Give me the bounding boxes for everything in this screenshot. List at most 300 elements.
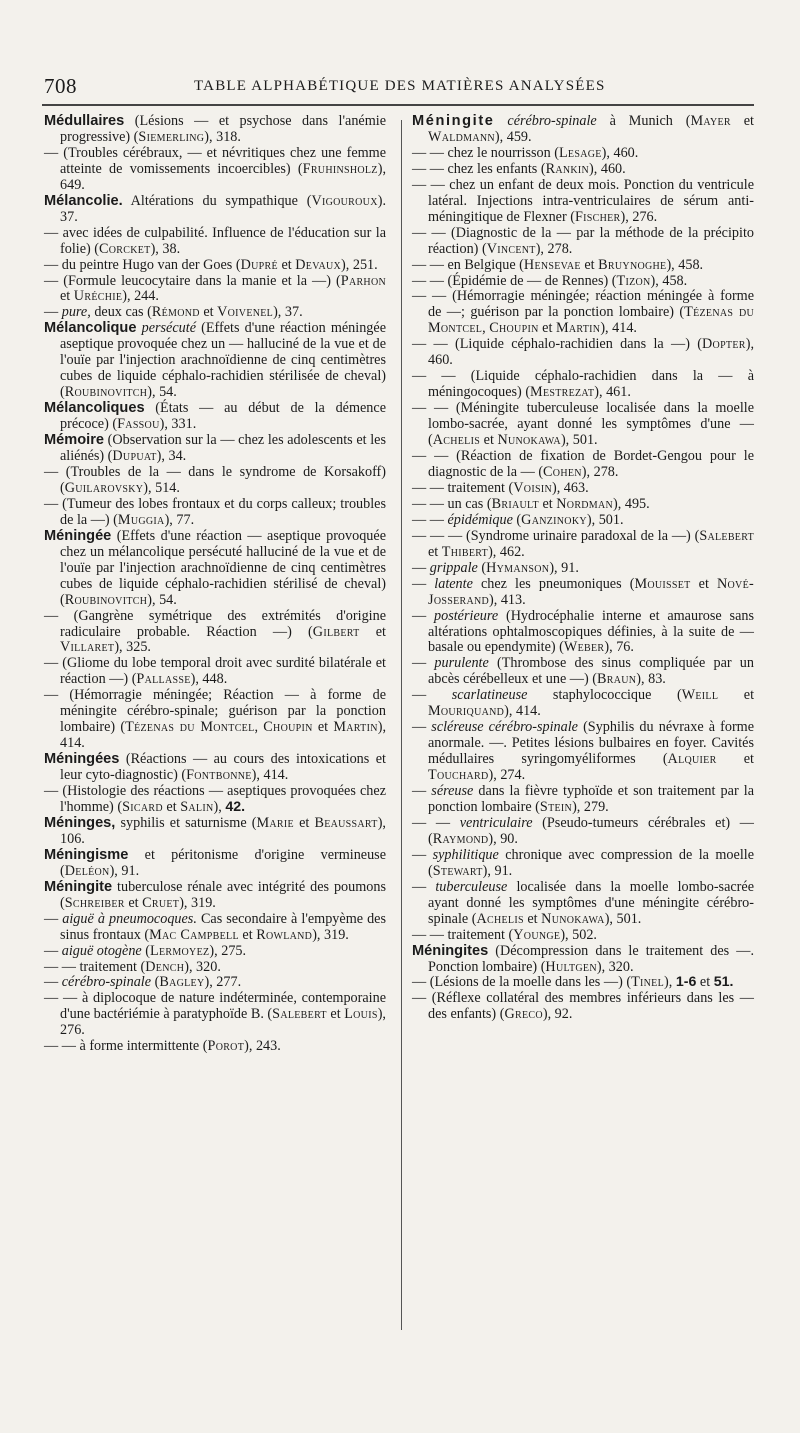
entry-text: — — (Hémorragie méningée; réaction méningée à forme de —; guérison par la ponction lombaire) (: [412, 288, 754, 321]
entry-author: Ganzinoky: [521, 511, 587, 528]
index-entry: [44, 465, 386, 497]
entry-text: et: [326, 1006, 345, 1023]
index-entry: [44, 688, 386, 752]
entry-author: Raymond: [432, 830, 489, 847]
entry-author: Tinel: [631, 974, 664, 991]
entry-author: Sicard: [122, 798, 163, 815]
index-entry: [412, 289, 754, 337]
entry-author: Thibert: [441, 543, 489, 560]
entry-text: (: [477, 559, 487, 576]
entry-headword: Méningées: [44, 751, 120, 768]
entry-author: Marie: [256, 814, 294, 831]
entry-author: Rankin: [545, 160, 590, 177]
index-entry: [412, 609, 754, 657]
entry-author: Louis: [344, 1006, 378, 1023]
entry-author: Weill: [681, 687, 719, 704]
entry-author: Lesage: [558, 144, 602, 161]
entry-text: ventriculaire: [459, 814, 533, 831]
entry-text: dans la fièvre typhoïde et son traitement par la ponction lombaire (: [428, 783, 755, 815]
entry-author: Deléon: [64, 862, 110, 879]
entry-text: ), 243.: [244, 1038, 281, 1055]
entry-text: et: [696, 974, 714, 991]
entry-text: ), 276.: [60, 1006, 386, 1039]
entry-text: ), 90.: [488, 830, 518, 847]
entry-headword: Mélancoliques: [44, 400, 145, 417]
entry-text: et: [124, 894, 143, 911]
entry-author: Martin: [555, 320, 601, 337]
entry-author: Bagley: [159, 974, 205, 991]
entry-text: ), 91.: [482, 862, 513, 879]
entry-author: Nové-Josserand: [428, 575, 755, 608]
entry-author: Choupin: [489, 320, 539, 337]
page-number: 708: [44, 74, 77, 98]
entry-text: ), 76.: [604, 639, 634, 656]
entry-text: ), 244.: [122, 288, 159, 305]
entry-author: Muggia: [117, 511, 165, 528]
entry-author: Rémond: [151, 304, 200, 321]
index-entry: [412, 848, 754, 880]
index-entry: [412, 226, 754, 258]
entry-author: Mestrezat: [530, 384, 595, 401]
entry-text: ), 462.: [488, 543, 525, 560]
entry-author: Dopter: [702, 336, 746, 353]
entry-text: —: [44, 304, 62, 321]
entry-text: — (Tumeur des lobes frontaux et du corps calleux; troubles de la —) (: [44, 495, 386, 528]
entry-headword: Médullaires: [44, 113, 125, 129]
index-entry: [44, 944, 386, 960]
index-entry: [412, 816, 754, 848]
entry-headword: Mélancolique: [44, 320, 137, 337]
entry-text: tuberculose rénale avec intégrité des poumons (: [60, 878, 386, 911]
entry-author: Rowland: [256, 926, 313, 943]
entry-text: ), 461.: [594, 384, 631, 401]
index-entry: [44, 752, 386, 784]
entry-author: Guilarovsky: [64, 479, 144, 496]
entry-text: — — chez les enfants (: [412, 160, 546, 177]
entry-text: —: [412, 719, 432, 736]
entry-author: Roubinovitch: [64, 591, 148, 608]
entry-author: Salin: [180, 798, 214, 815]
entry-author: Cruet: [142, 894, 180, 911]
entry-author: Mouriquand: [428, 703, 505, 720]
index-entry: [44, 529, 386, 609]
entry-text: ), 414.: [504, 703, 541, 720]
entry-text: ), 279.: [572, 798, 609, 815]
index-entry: [44, 321, 386, 401]
entry-text: — (Troubles de la — dans le syndrome de Korsakoff) (: [44, 463, 386, 496]
entry-text: aiguë à pneumocoques.: [62, 910, 197, 927]
entry-text: ), 278.: [581, 463, 619, 480]
entry-text: — (Troubles cérébraux, — et névritiques chez une femme atteinte de vomissements incoercibles) (: [44, 144, 386, 177]
index-entry: [44, 784, 386, 816]
entry-text: pure,: [61, 304, 91, 321]
entry-author: Voivenel: [217, 304, 274, 321]
entry-text: (Décompression dans le traitement des —. Ponction lombaire) (: [428, 942, 754, 975]
entry-text: et: [690, 575, 717, 592]
entry-text: [495, 113, 508, 129]
header-rule: [42, 104, 754, 106]
entry-text: ), 34.: [156, 448, 187, 465]
entry-text: — — (Épidémie de — de Rennes) (: [412, 272, 617, 289]
entry-author: Tézenas du Montcel: [125, 719, 255, 736]
index-entry: [412, 784, 754, 816]
index-entry: [412, 561, 754, 577]
entry-text: ), 501.: [604, 910, 642, 927]
entry-text: ), 91.: [549, 559, 579, 576]
entry-text: ), 320.: [596, 958, 634, 975]
entry-author: Touchard: [428, 767, 489, 784]
entry-text: — (Réflexe collatéral des membres inférieurs dans les — des enfants) (: [412, 990, 754, 1023]
entry-author: Fassou: [117, 416, 160, 433]
entry-text: ),: [664, 974, 676, 991]
entry-text: latente: [434, 575, 473, 592]
entry-text: cérébro-spinale: [61, 974, 152, 991]
entry-text: staphylococcique (: [527, 687, 682, 704]
entry-text: et: [293, 814, 315, 831]
entry-text: localisée dans la moelle lombo-sacrée ayant donné les symptômes d'une méningite cérébro-spinale (: [428, 878, 754, 927]
entry-author: Villaret: [60, 639, 115, 656]
entry-text: ,: [254, 719, 264, 736]
entry-text: et: [538, 320, 556, 337]
entry-text: ), 448.: [190, 671, 228, 688]
entry-text: —: [412, 687, 452, 704]
entry-text: ),: [213, 798, 226, 815]
index-entry: [44, 194, 386, 226]
entry-text: (États — au début de la démence précoce) (: [60, 400, 386, 433]
index-entry: [412, 178, 754, 226]
entry-author: Dupré: [240, 256, 278, 273]
entry-text: scarlatineuse: [451, 687, 528, 704]
entry-text: —: [44, 942, 62, 959]
entry-author: Stein: [539, 798, 573, 815]
entry-author: Mac Campbell: [149, 926, 239, 943]
entry-author: Fruhinsholz: [302, 160, 378, 177]
index-entry: [412, 513, 754, 529]
entry-author: Nordman: [556, 495, 614, 512]
entry-text: ), 325.: [114, 639, 151, 656]
entry-author: Mayer: [690, 113, 731, 129]
entry-text: ), 458.: [666, 256, 704, 273]
entry-text: ), 277.: [204, 974, 242, 991]
entry-author: Hymanson: [486, 559, 550, 576]
entry-text: et: [718, 687, 755, 704]
entry-author: Voisin: [513, 479, 552, 496]
index-entry: [412, 577, 754, 609]
entry-text: — — chez le nourrisson (: [412, 144, 559, 161]
entry-text: —: [412, 846, 433, 863]
index-entry: [44, 401, 386, 433]
entry-author: Salebert: [699, 527, 754, 544]
entry-text: — (Gangrène symétrique des extrémités d'origine radiculaire probable. Réaction —) (: [44, 607, 386, 640]
entry-author: Stewart: [432, 862, 483, 879]
entry-text: (Observation sur la — chez les adolescents et les aliénés) (: [60, 432, 386, 465]
entry-text: et: [60, 288, 74, 305]
entry-text: — — — (Syndrome urinaire paradoxal de la —) (: [412, 527, 700, 544]
entry-text: — — traitement (: [44, 958, 146, 975]
entry-text: 1-6: [675, 974, 697, 991]
entry-text: (Thrombose des sinus compliquée par un abcès cérébelleux et une —) (: [428, 655, 754, 688]
entry-text: —: [412, 878, 436, 895]
entry-text: et: [538, 495, 557, 512]
entry-text: ,: [482, 320, 490, 337]
entry-author: Choupin: [263, 719, 313, 736]
entry-text: ), 274.: [488, 767, 526, 784]
entry-text: ), 460.: [589, 160, 626, 177]
index-entry: [412, 497, 754, 513]
entry-text: et: [730, 113, 754, 129]
page-header: [44, 74, 756, 100]
entry-text: — — (Liquide céphalo-rachidien dans la — à méningocoques) (: [412, 368, 754, 401]
entry-text: ), 92.: [542, 1006, 573, 1023]
entry-text: — — (Méningite tuberculeuse localisée dans la moelle lombo-sacrée, ayant donné les symptômes d'une — (: [412, 400, 754, 449]
entry-author: Alquier: [667, 751, 717, 768]
entry-text: ), 37.: [273, 304, 303, 321]
entry-author: Martin: [333, 719, 378, 736]
entry-text: ), 275.: [209, 942, 247, 959]
entry-headword: Méninges,: [44, 814, 116, 831]
entry-author: Bruynoghe: [598, 256, 667, 273]
entry-author: Tézenas du Montcel: [428, 304, 754, 337]
entry-author: Hultgen: [545, 958, 597, 975]
entry-text: ), 319.: [312, 926, 349, 943]
entry-text: ), 77.: [164, 511, 195, 528]
entry-text: — (Gliome du lobe temporal droit avec surdité bilatérale et réaction —) (: [44, 655, 386, 688]
index-entry: [44, 880, 386, 912]
entry-text: cérébro-spinale: [507, 113, 597, 129]
entry-text: (: [151, 974, 160, 991]
entry-text: — (Formule leucocytaire dans la manie et la —) (: [44, 272, 341, 289]
entry-text: (Effets d'une réaction méningée aseptique provoquée chez un — halluciné de la vue et de l'ouïe par l'injection arachnoïdienne de cinq centimètres cubes de liquide céphalo-rachidien stérilisée de cheval) (: [60, 320, 386, 401]
entry-text: ), 106.: [60, 814, 386, 847]
entry-text: syphilis et saturnisme (: [115, 814, 257, 831]
entry-text: et: [238, 926, 257, 943]
index-entry: [44, 991, 386, 1039]
entry-text: et: [480, 432, 498, 449]
entry-text: et: [523, 910, 542, 927]
entry-text: —: [44, 974, 62, 991]
entry-author: Achelis: [432, 432, 481, 449]
entry-headword: Méningée: [44, 527, 112, 544]
entry-text: — (Lésions de la moelle dans les —) (: [412, 974, 632, 991]
index-entry: [412, 991, 754, 1023]
entry-text: Cas secondaire à l'empyème des sinus frontaux (: [60, 910, 387, 943]
index-entry: [44, 497, 386, 529]
entry-text: — — chez un enfant de deux mois. Ponction du ventricule latéral. Injections intra-ventriculaires de sérum anti-méningitique de Flexner (: [412, 176, 754, 225]
entry-text: et: [428, 543, 442, 560]
entry-author: Weber: [563, 639, 605, 656]
running-title: TABLE ALPHABÉTIQUE DES MATIÈRES ANALYSÉES: [194, 78, 606, 94]
entry-text: (: [141, 942, 150, 959]
entry-text: —: [412, 783, 432, 800]
entry-headword: Méningisme: [44, 846, 129, 863]
entry-author: Vincent: [486, 240, 536, 257]
entry-author: Waldmann: [428, 128, 495, 145]
right-column: [412, 114, 754, 1023]
entry-text: ), 38.: [150, 240, 181, 257]
index-entry: [412, 258, 754, 274]
entry-text: ), 276.: [620, 208, 658, 225]
entry-text: ), 251.: [341, 256, 378, 273]
entry-text: ), 320.: [184, 958, 221, 975]
index-entry: [44, 609, 386, 657]
entry-text: (Réactions — au cours des intoxications et leur cyto-diagnostic) (: [60, 751, 386, 784]
entry-text: postérieure: [434, 607, 499, 624]
index-entry: [412, 114, 754, 146]
index-entry: [44, 114, 386, 146]
entry-author: Tizon: [616, 272, 651, 289]
entry-text: ), 414.: [60, 719, 387, 752]
entry-text: — — à diplocoque de nature indéterminée, contemporaine d'une bactériémie à paratyphoïde B. (: [44, 990, 386, 1023]
index-entry: [44, 848, 386, 880]
entry-author: Roubinovitch: [64, 384, 148, 401]
index-entry: [412, 337, 754, 369]
index-entry: [44, 656, 386, 688]
entry-text: ), 458.: [650, 272, 688, 289]
entry-author: Nunokawa: [541, 910, 605, 927]
entry-text: (Lésions — et psychose dans l'anémie progressive) (: [60, 113, 386, 145]
entry-text: ). 37.: [60, 192, 386, 225]
index-entry: [412, 928, 754, 944]
entry-text: et: [580, 256, 599, 273]
entry-text: 42.: [225, 798, 246, 815]
entry-text: ), 495.: [613, 495, 650, 512]
entry-text: épidémique: [447, 511, 513, 528]
entry-author: Beaussart: [314, 814, 378, 831]
entry-author: Braun: [596, 671, 637, 688]
entry-text: ), 414.: [251, 767, 289, 784]
entry-text: ), 54.: [147, 591, 177, 608]
entry-text: chez les pneumoniques (: [472, 575, 635, 592]
index-entry: [44, 975, 386, 991]
entry-author: Mouisset: [634, 575, 691, 592]
entry-text: ), 501.: [586, 511, 624, 528]
index-entry: [412, 880, 754, 928]
entry-text: Altérations du sympathique (: [122, 192, 312, 209]
entry-author: Devaux: [295, 256, 342, 273]
index-entry: [412, 481, 754, 497]
entry-text: et: [199, 304, 218, 321]
entry-text: ), 463.: [551, 479, 589, 496]
entry-headword: Méningite: [412, 113, 495, 129]
entry-author: Greco: [504, 1006, 543, 1023]
index-entry: [44, 274, 386, 306]
entry-text: —: [412, 559, 430, 576]
entry-text: ), 54.: [147, 384, 177, 401]
entry-headword: Méningites: [412, 942, 489, 959]
entry-author: Vigouroux: [311, 192, 378, 209]
entry-text: persécuté: [141, 320, 196, 337]
entry-text: — — traitement (: [412, 926, 514, 943]
entry-text: ), 459.: [494, 128, 532, 145]
index-entry: [44, 146, 386, 194]
index-entry: [412, 146, 754, 162]
entry-author: Salebert: [272, 1006, 327, 1023]
entry-text: —: [44, 910, 63, 927]
entry-text: — — à forme intermittente (: [44, 1038, 208, 1055]
entry-text: et: [716, 751, 754, 768]
index-entry: [412, 688, 754, 720]
entry-text: à Munich (: [596, 113, 691, 129]
entry-author: Dupuat: [112, 448, 157, 465]
entry-text: ), 514.: [143, 479, 180, 496]
entry-text: grippale: [429, 559, 478, 576]
entry-text: ), 278.: [535, 240, 573, 257]
index-entry: [44, 258, 386, 274]
entry-text: — du peintre Hugo van der Goes (: [44, 256, 241, 273]
entry-text: ), 414.: [600, 320, 637, 337]
index-entry: [412, 975, 754, 991]
index-entry: [412, 369, 754, 401]
entry-text: — — (Liquide céphalo-rachidien dans la —) (: [412, 336, 702, 353]
index-entry: [44, 960, 386, 976]
index-entry: [44, 305, 386, 321]
entry-text: et: [162, 798, 181, 815]
entry-text: syphilitique: [432, 846, 499, 863]
index-entry: [412, 656, 754, 688]
entry-text: — — (Réaction de fixation de Bordet-Gengou pour le diagnostic de la — (: [412, 448, 754, 480]
entry-text: séreuse: [431, 783, 474, 800]
entry-text: et: [359, 623, 386, 640]
entry-text: ), 331.: [159, 416, 197, 433]
entry-text: (Effets d'une réaction — aseptique provoquée chez un mélancolique persécuté halluciné de la vue et de l'ouïe par l'injection arachnoïdienne de cinq centimètres cubes de liquide céphalo-rachidien stérilisé de cheval) (: [60, 527, 386, 608]
entry-text: scléreuse cérébro-spinale: [431, 719, 578, 736]
left-column: [44, 114, 386, 1055]
entry-text: 51.: [713, 974, 734, 991]
entry-text: (Syphilis du névraxe à forme anormale. —. Petites lésions bulbaires en foyer. Cavités médullaires syringomyéliformes (: [428, 719, 755, 768]
entry-author: Parhon: [340, 272, 386, 289]
entry-text: — avec idées de culpabilité. Influence de l'éducation sur la folie) (: [44, 224, 386, 257]
entry-text: — — (Diagnostic de la — par la méthode de la précipito réaction) (: [412, 224, 754, 257]
entry-text: — — traitement (: [412, 479, 514, 496]
entry-headword: Mémoire: [44, 432, 105, 449]
entry-text: ), 91.: [109, 862, 140, 879]
index-entry: [412, 944, 754, 976]
index-entry: [44, 226, 386, 258]
entry-text: — — en Belgique (: [412, 256, 524, 273]
entry-author: Achelis: [476, 910, 524, 927]
entry-author: Lermoyez: [150, 942, 210, 959]
index-entry: [44, 816, 386, 848]
entry-author: Corcket: [99, 240, 151, 257]
entry-author: Fontbonne: [186, 767, 252, 784]
entry-text: purulente: [434, 655, 489, 672]
entry-text: ), 319.: [179, 894, 216, 911]
entry-text: tuberculeuse: [435, 878, 508, 895]
index-entry: [44, 912, 386, 944]
entry-text: — (Histologie des réactions — aseptiques provoquées chez l'homme) (: [44, 783, 386, 815]
entry-author: Dench: [145, 958, 185, 975]
index-entry: [44, 1039, 386, 1055]
entry-author: Pallasse: [136, 671, 191, 688]
entry-author: Fischer: [574, 208, 621, 225]
index-entry: [412, 274, 754, 290]
entry-text: ), 460.: [428, 336, 754, 369]
index-entry: [412, 401, 754, 449]
entry-author: Schreiber: [64, 894, 125, 911]
entry-text: — —: [412, 814, 460, 831]
entry-text: ), 649.: [60, 160, 386, 193]
entry-text: et: [312, 719, 334, 736]
entry-text: chronique avec compression de la moelle (: [428, 846, 754, 879]
entry-text: — (Hémorragie méningée; Réaction — à forme de méningite cérébro-spinale; guérison par la ponction lombaire) (: [44, 687, 386, 736]
entry-text: ), 501.: [560, 432, 598, 449]
entry-author: Cohen: [543, 463, 582, 480]
entry-text: (Hydrocéphalie interne et amaurose sans altérations ophtalmoscopiques définies, à la suite de — basale ou ependymite) (: [428, 607, 754, 656]
entry-text: ), 502.: [560, 926, 597, 943]
entry-author: Gilbert: [312, 623, 360, 640]
entry-text: deux cas (: [90, 304, 152, 321]
entry-text: ), 460.: [601, 144, 639, 161]
